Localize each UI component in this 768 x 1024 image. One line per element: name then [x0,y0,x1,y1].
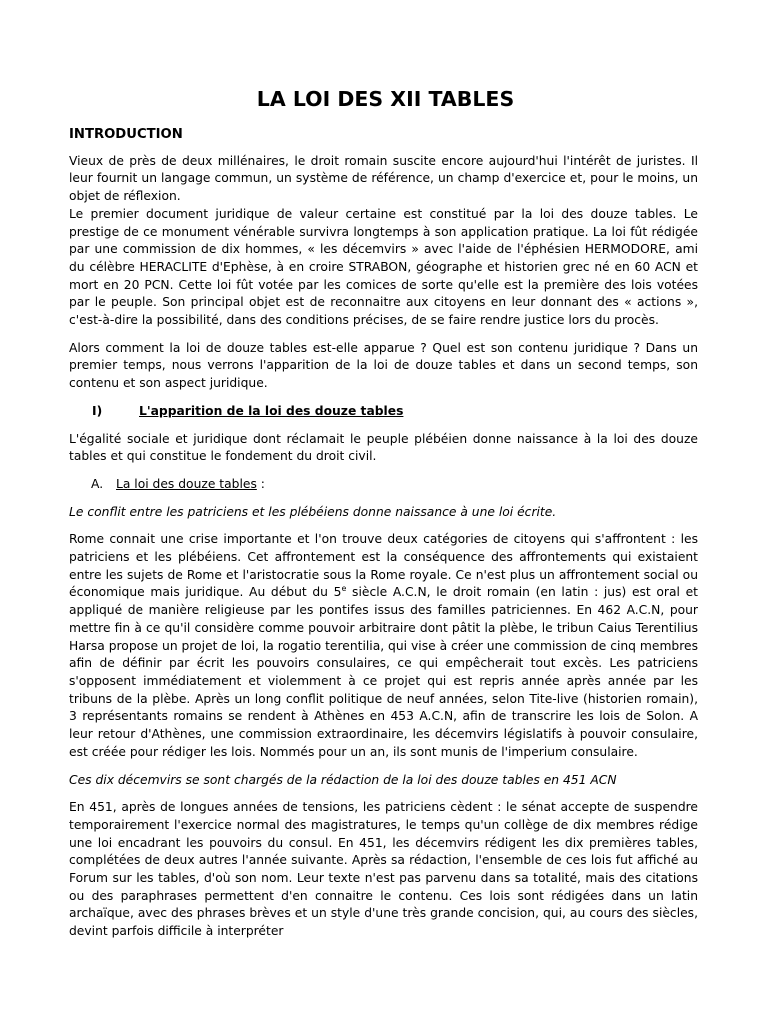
document-page [69,86,698,941]
intro-paragraph-3: Alors comment la loi de douze tables est-elle apparue ? Quel est son contenu juridique ? Dans un premier temps, nous verrons l'apparition de la loi de douze tables et dans un second temps, son contenu et son aspect juridique. [69,340,698,391]
subsection-a-heading [69,476,698,494]
body-paragraph-1 [69,531,698,761]
introduction-heading: INTRODUCTION [69,127,183,142]
intro-paragraph-2: Le premier document juridique de valeur certaine est constitué par la loi des douze tables. Le prestige de ce monument vénérable survivra longtemps à son application pratique. La loi fût rédigée par une commission de dix hommes, « les décemvirs » avec l'aide de l'éphésien HERMODORE, ami du célèbre HERACLITE d'Ephèse, à en croire STRABON, géographe et historien grec né en 60 ACN et mort en 20 PCN. Cette loi fût votée par les comices de sorte qu'elle est la première des lois votées par le peuple. Son principal objet est de reconnaitre aux citoyens en leur donnant des « actions », c'est-à-dire la possibilité, dans des conditions précises, de se faire rendre justice lors du procès. [69,206,698,328]
section-1-heading [69,403,698,421]
section-1-number: I) [92,403,103,418]
intro-paragraph-1: Vieux de près de deux millénaires, le droit romain suscite encore aujourd'hui l'intérêt de juristes. Il leur fournit un langage commun, un système de référence, un champ d'exercice et, pour le moins, un objet de réflexion. [69,153,698,204]
body-paragraph-2: En 451, après de longues années de tensions, les patriciens cèdent : le sénat accepte de suspendre temporairement l'exercice normal des magistratures, le temps qu'un collège de dix membres rédige une loi encadrant les pouvoirs du consul. En 451, les décemvirs rédigent les dix premières tables, complétées de deux autres l'année suivante. Après sa rédaction, l'ensemble de ces lois fut affiché au Forum sur les tables, d'où son nom. Leur texte n'est pas parvenu dans sa totalité, mais des citations ou des paraphrases permettent d'en connaitre le contenu. Ces lois sont rédigées dans un latin archaïque, avec des phrases brèves et un style d'une très grande concision, qui, au cours des siècles, devint parfois difficile à interpréter [69,800,698,939]
italic-subheading-2: Ces dix décemvirs se sont chargés de la rédaction de la loi des douze tables en 451 ACN [69,772,617,787]
italic-subheading-1: Le conflit entre les patriciens et les plébéiens donne naissance à une loi écrite. [69,504,557,519]
century-superscript: e [341,584,347,594]
section-1-title: L'apparition de la loi des douze tables [139,403,404,418]
body-paragraph-1-part-a: Rome connait une crise importante et l'on trouve deux catégories de citoyens qui s'affrontent : les patriciens et les plébéiens. Cet affrontement est la conséquence des affrontements qui existaient entre les sujets de Rome et l'aristocratie sous la Rome royale. Ce n'est plus un affrontement social ou économique mais juridique. Au début du 5 [69,532,698,600]
subsection-a-number: A. [91,476,104,491]
subsection-a-title: La loi des douze tables [116,476,257,491]
body-paragraph-1-part-b: siècle A.C.N, le droit romain (en latin : jus) est oral et appliqué de manière religieuse par les pontifes issus des familles patriciennes. En 462 A.C.N, pour mettre fin à ce qu'il considère comme pouvoir arbitraire dont pâtit la plèbe, le tribun Caius Terentilius Harsa propose un projet de loi, la rogatio terentilia, qui vise à créer une commission de cinq membres afin de définir par écrit les pouvoirs consulaires, ce qui empêcherait tout excès. Les patriciens s'opposent immédiatement et violemment à ce projet qui est repris année après année par les tribuns de la plèbe. Après un long conflit politique de neuf années, selon Tite-live (historien romain), 3 représentants romains se rendent à Athènes en 453 A.C.N, afin de transcrire les lois de Solon. A leur retour d'Athènes, une commission extraordinaire, les décemvirs législatifs à pouvoir consulaire, est créée pour rédiger les lois. Nommés pour un an, ils sont munis de l'imperium consulaire. [69,585,698,759]
section-1-paragraph: L'égalité sociale et juridique dont réclamait le peuple plébéien donne naissance à la loi des douze tables et qui constitue le fondement du droit civil. [69,431,698,464]
subsection-a-colon: : [256,476,265,491]
document-title: LA LOI DES XII TABLES [256,87,515,111]
